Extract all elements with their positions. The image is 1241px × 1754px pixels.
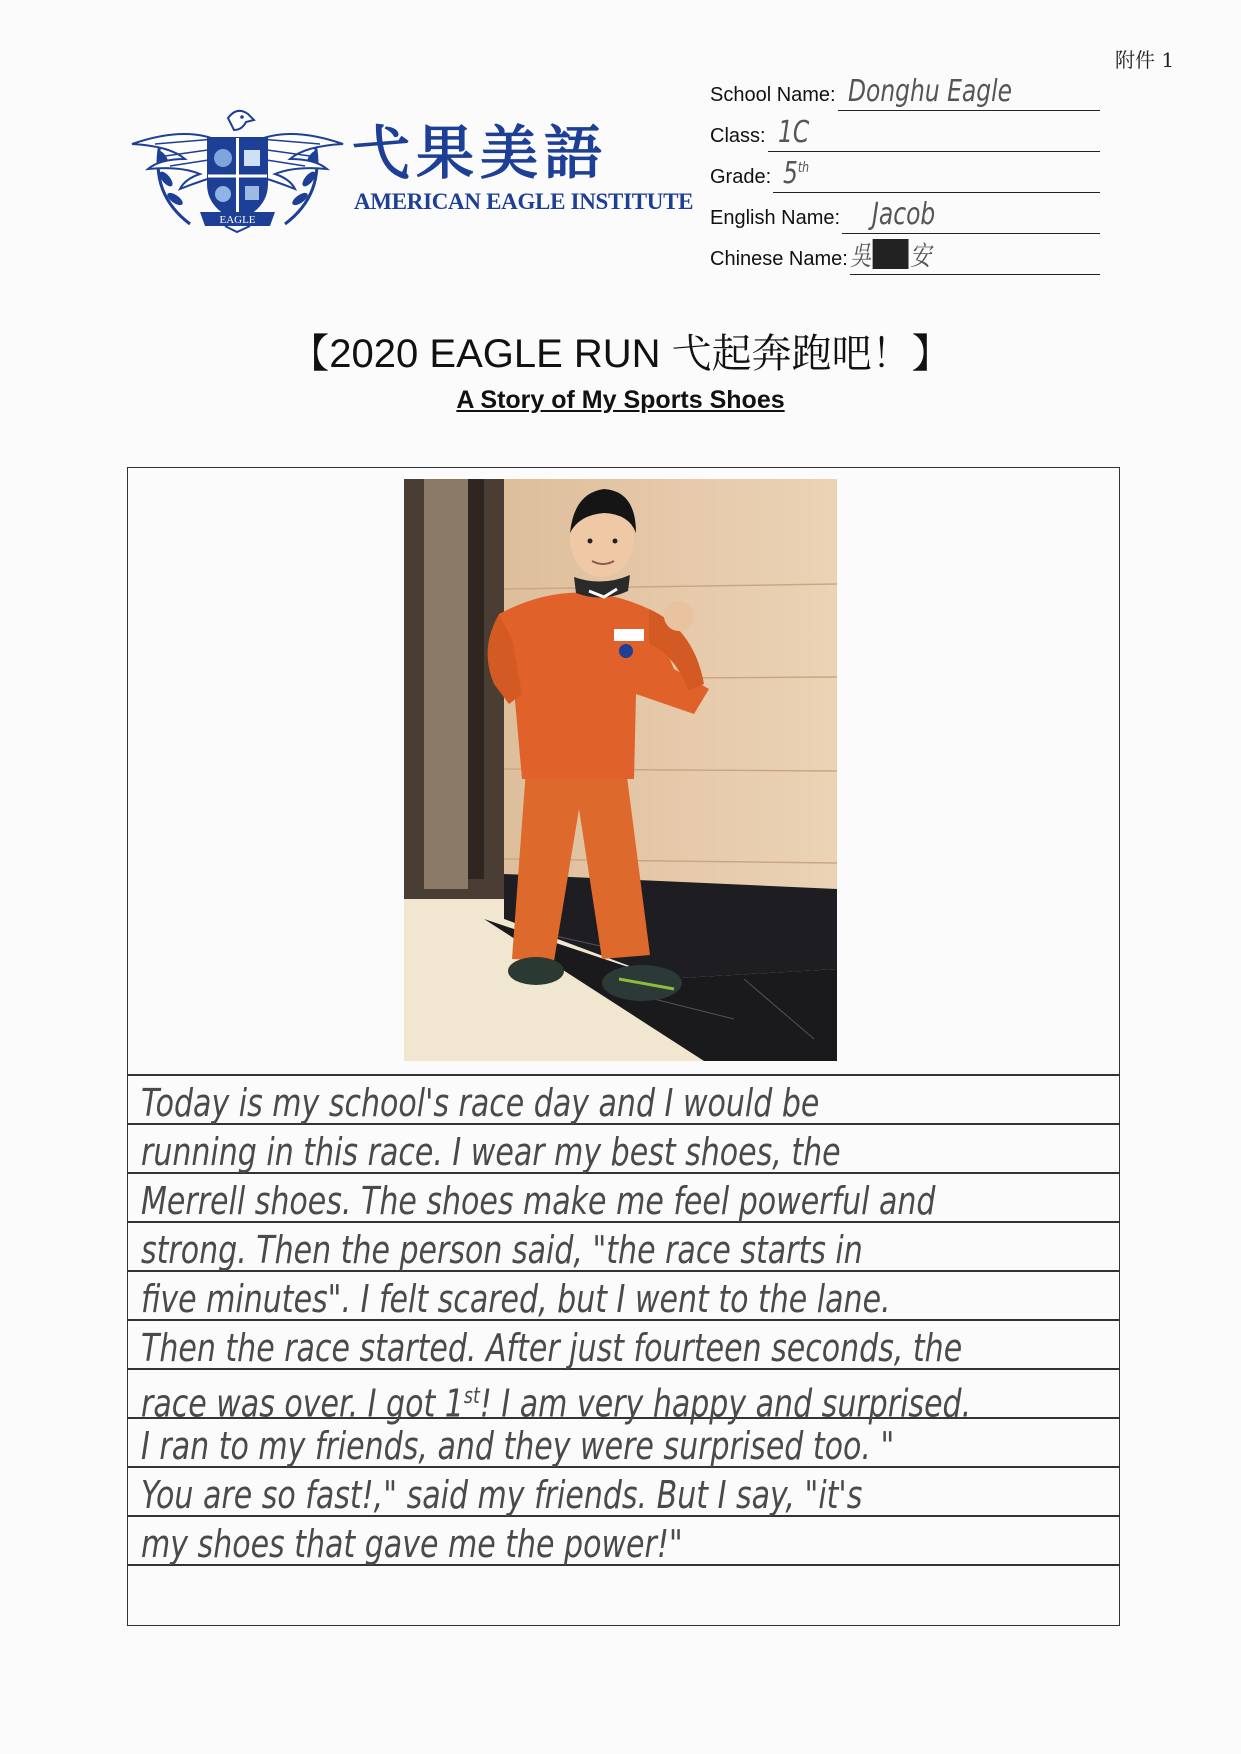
school-name-line (838, 74, 1100, 111)
essay-writing-area (127, 1074, 1120, 1626)
essay-line-9: You are so fast!," said my friends. But I say, "it's (141, 1473, 863, 1517)
school-name-value: Donghu Eagle (847, 74, 1012, 109)
grade-suffix: th (798, 160, 810, 176)
chinese-name-line (849, 241, 1100, 275)
brand-name-english: AMERICAN EAGLE INSTITUTE (354, 189, 694, 214)
essay-line-7 (141, 1372, 972, 1426)
english-name-field (710, 193, 1100, 234)
ruled-line (127, 1074, 1120, 1076)
grade-field (710, 152, 1100, 193)
essay-line-4: strong. Then the person said, "the race starts in (141, 1228, 863, 1272)
emblem-ribbon-text: EAGLE (219, 214, 256, 226)
english-name-value: Jacob (872, 197, 936, 232)
student-info-fields (710, 70, 1100, 275)
chinese-name-value (850, 234, 931, 273)
essay-line-6: Then the race started. After just fourteen seconds, the (141, 1326, 963, 1370)
brand-name-chinese: 弋果美語 (352, 119, 609, 187)
essay-line-3: Merrell shoes. The shoes make me feel powerful and (141, 1179, 936, 1223)
essay-line-7-ordinal: st (463, 1384, 480, 1409)
essay-line-10: my shoes that gave me the power!" (141, 1522, 683, 1566)
school-name-field (710, 70, 1100, 111)
class-line (768, 115, 1100, 152)
class-field (710, 111, 1100, 152)
grade-value (783, 156, 809, 191)
chinese-name-field (710, 234, 1100, 275)
class-value: 1C (777, 115, 809, 150)
school-name-label: School Name: (710, 84, 836, 106)
essay-line-7-start: race was over. I got 1 (141, 1381, 464, 1426)
grade-number: 5 (783, 156, 799, 191)
story-title: A Story of My Sports Shoes (456, 386, 785, 414)
event-title: 【2020 EAGLE RUN 弋起奔跑吧！】 (289, 332, 952, 376)
english-name-label: English Name: (710, 207, 841, 229)
class-label: Class: (710, 125, 766, 147)
chinese-name-label: Chinese Name: (710, 248, 848, 270)
chinese-name-last: 安 (909, 241, 931, 272)
essay-line-5: five minutes". I felt scared, but I went to the lane. (141, 1277, 891, 1321)
english-name-line (842, 197, 1100, 234)
student-photo (404, 479, 837, 1061)
redaction-bar (872, 239, 908, 269)
chinese-name-first: 吳 (849, 241, 871, 272)
appendix-label: 附件 1 (1115, 48, 1175, 72)
essay-line-1: Today is my school's race day and I would be (141, 1081, 820, 1125)
grade-line (773, 156, 1100, 193)
essay-line-8: I ran to my friends, and they were surprised too. " (141, 1424, 895, 1468)
eagle-emblem-logo (130, 104, 345, 234)
essay-line-7-end: ! I am very happy and surprised. (479, 1381, 972, 1426)
grade-label: Grade: (710, 166, 772, 188)
essay-line-2: running in this race. I wear my best shoes, the (141, 1130, 841, 1174)
